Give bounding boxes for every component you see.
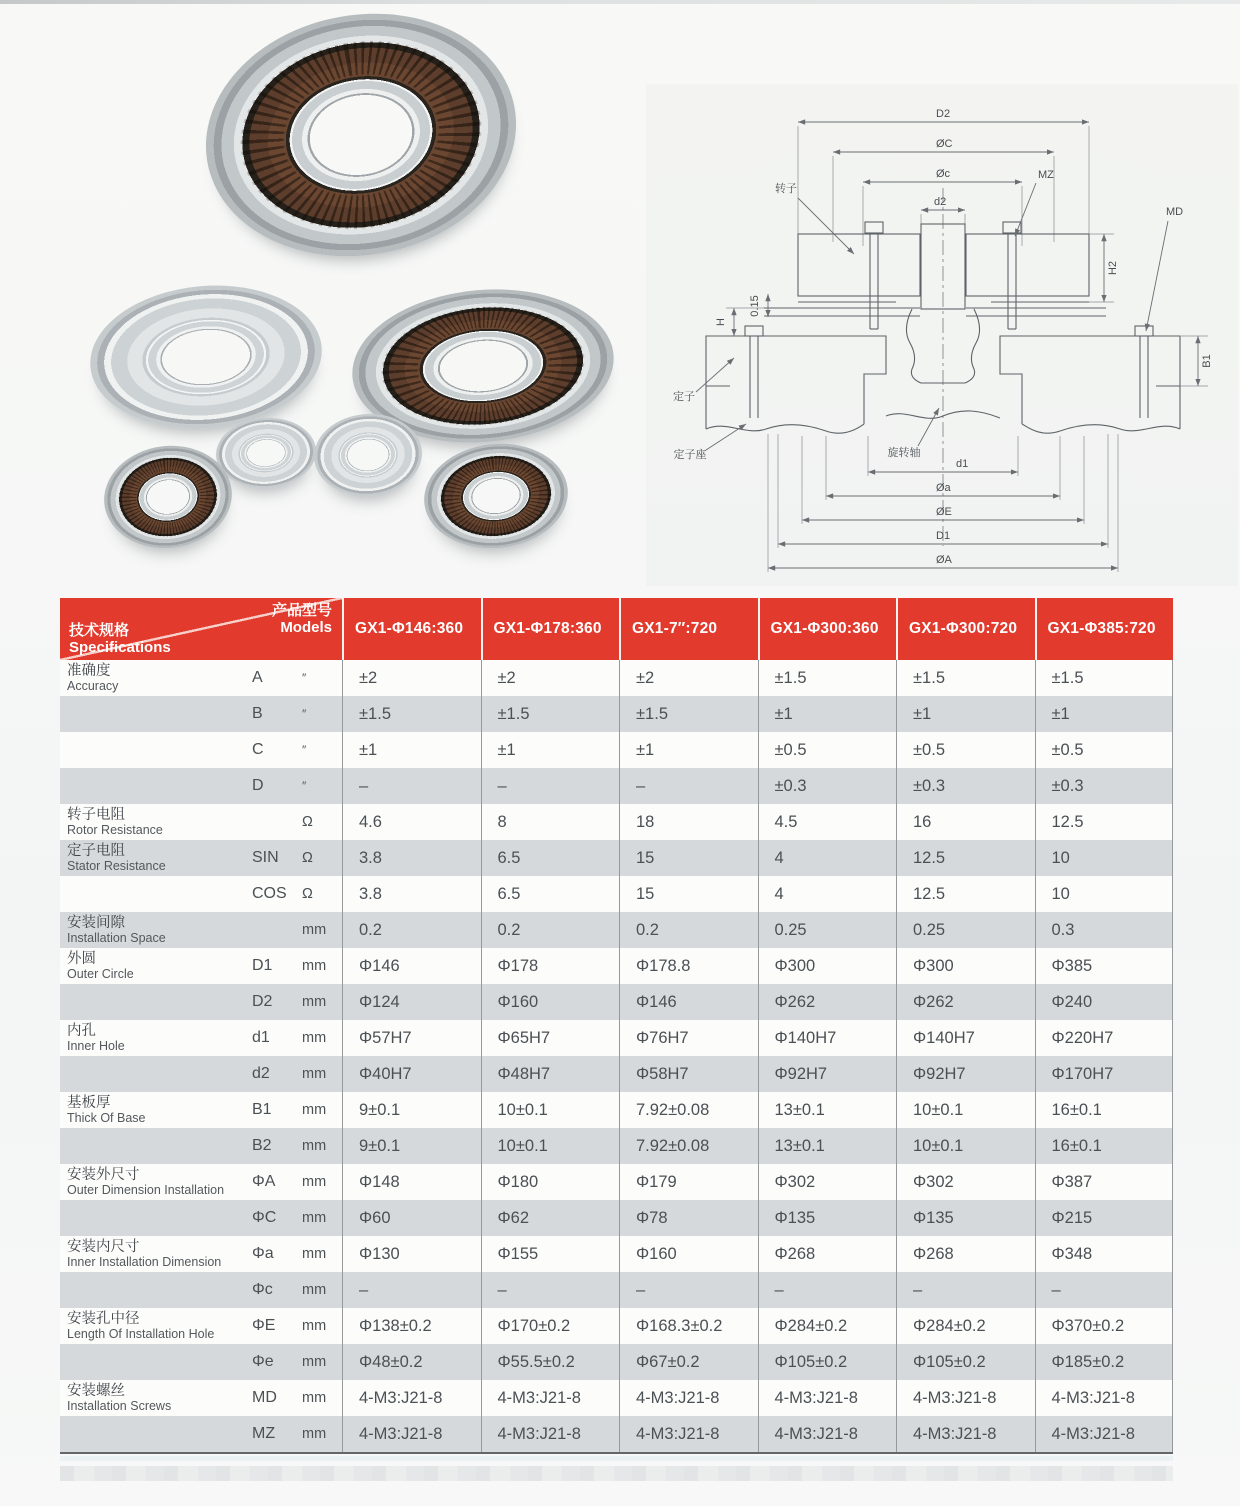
value-cell: 12.5	[1035, 804, 1174, 840]
value-cell: 7.92±0.08	[619, 1128, 758, 1164]
value-cell: 4-M3:J21-8	[342, 1380, 481, 1416]
value-cell: 0.2	[481, 912, 620, 948]
part-label-rotor: 转子	[775, 183, 797, 195]
value-cell: ±1	[619, 732, 758, 768]
value-cell: 10	[1035, 876, 1174, 912]
value-cell: Φ179	[619, 1164, 758, 1200]
value-cell: 0.2	[342, 912, 481, 948]
spec-table-body	[60, 660, 1173, 1454]
value-cell: Φ65H7	[481, 1020, 620, 1056]
row-label-cn: 基板厚	[67, 1094, 111, 1111]
table-row	[60, 1416, 1173, 1452]
value-cell: 4-M3:J21-8	[758, 1416, 897, 1452]
dim-label-D2: D2	[936, 108, 951, 120]
value-cell: 9±0.1	[342, 1092, 481, 1128]
table-row	[60, 912, 1173, 948]
dim-label-Oc: Øc	[936, 168, 951, 180]
value-cell: ±0.5	[896, 732, 1035, 768]
row-symbol: MZ	[252, 1425, 276, 1442]
row-unit: ″	[302, 779, 307, 793]
value-cell: 13±0.1	[758, 1128, 897, 1164]
row-symbol: Φe	[252, 1353, 274, 1370]
ring-winding-ticks	[187, 0, 536, 280]
row-label	[60, 912, 252, 948]
ring-winding-ticks	[419, 437, 573, 555]
row-label-en: Rotor Resistance	[67, 822, 163, 837]
row-label	[60, 768, 252, 804]
value-cell: ±0.5	[1035, 732, 1174, 768]
row-label	[60, 732, 252, 768]
row-label-cn: 准确度	[67, 662, 111, 679]
row-symbol: SIN	[252, 849, 279, 866]
value-cell: 3.8	[342, 840, 481, 876]
row-label	[60, 1416, 252, 1452]
row-unit: mm	[302, 994, 327, 1010]
table-row	[60, 1308, 1173, 1344]
value-cell: Φ48±0.2	[342, 1344, 481, 1380]
value-cell: 4-M3:J21-8	[481, 1380, 620, 1416]
value-cell: Φ262	[758, 984, 897, 1020]
dim-label-H: H	[715, 318, 727, 326]
value-cell: ±1	[758, 696, 897, 732]
row-label	[60, 1236, 252, 1272]
value-cell: Φ57H7	[342, 1020, 481, 1056]
spec-table-header	[60, 598, 1173, 660]
row-symbol: d2	[252, 1065, 270, 1082]
value-cell: 4-M3:J21-8	[896, 1380, 1035, 1416]
row-label	[60, 1092, 252, 1128]
value-cell: 0.25	[896, 912, 1035, 948]
value-cell: Φ185±0.2	[1035, 1344, 1174, 1380]
value-cell: Φ240	[1035, 984, 1174, 1020]
row-label	[60, 696, 252, 732]
row-label-cn: 安装外尺寸	[67, 1166, 140, 1183]
value-cell: 16	[896, 804, 1035, 840]
product-photo-stator-large	[84, 276, 327, 438]
value-cell: Φ268	[896, 1236, 1035, 1272]
row-label-en: Inner Hole	[67, 1038, 125, 1053]
value-cell: 10±0.1	[896, 1092, 1035, 1128]
mz-screw-left	[865, 222, 883, 329]
value-cell: 4.6	[342, 804, 481, 840]
row-unit: ″	[302, 743, 307, 757]
table-corner-cell	[60, 598, 342, 660]
value-cell: Φ105±0.2	[896, 1344, 1035, 1380]
value-cell: Φ170H7	[1035, 1056, 1174, 1092]
column-header-5: GX1-Φ385:720	[1035, 598, 1174, 660]
value-cell: –	[342, 768, 481, 804]
dim-label-d2: d2	[934, 196, 947, 208]
value-cell: ±1	[896, 696, 1035, 732]
table-row	[60, 840, 1173, 876]
value-cell: 18	[619, 804, 758, 840]
value-cell: ±1	[1035, 696, 1174, 732]
row-label	[60, 1020, 252, 1056]
value-cell: 12.5	[896, 876, 1035, 912]
column-header-4: GX1-Φ300:720	[896, 598, 1035, 660]
row-label	[60, 948, 252, 984]
value-cell: –	[1035, 1272, 1174, 1308]
value-cell: ±1.5	[758, 660, 897, 696]
value-cell: 4-M3:J21-8	[896, 1416, 1035, 1452]
row-label-en: Inner Installation Dimension	[67, 1254, 222, 1269]
value-cell: Φ124	[342, 984, 481, 1020]
value-cell: 12.5	[896, 840, 1035, 876]
value-cell: ±0.5	[758, 732, 897, 768]
value-cell: Φ58H7	[619, 1056, 758, 1092]
part-label-axis: 旋转轴	[887, 447, 921, 459]
value-cell: Φ215	[1035, 1200, 1174, 1236]
row-label	[60, 1164, 252, 1200]
row-symbol: B	[252, 705, 263, 722]
value-cell: ±1	[342, 732, 481, 768]
table-row	[60, 1056, 1173, 1092]
md-screw-right	[1135, 326, 1153, 418]
value-cell: –	[758, 1272, 897, 1308]
dim-label-Oa: Øa	[936, 482, 951, 494]
row-label-en: Outer Circle	[67, 966, 134, 981]
models-header-label: 产品型号 Models	[271, 602, 332, 636]
value-cell: 4-M3:J21-8	[619, 1416, 758, 1452]
value-cell: ±0.3	[1035, 768, 1174, 804]
ring-face	[84, 276, 327, 438]
value-cell: 10±0.1	[896, 1128, 1035, 1164]
dim-label-OA: ØA	[936, 554, 952, 566]
value-cell: Φ180	[481, 1164, 620, 1200]
value-cell: Φ155	[481, 1236, 620, 1272]
value-cell: ±1	[481, 732, 620, 768]
column-header-1: GX1-Φ178:360	[481, 598, 620, 660]
row-label	[60, 660, 252, 696]
value-cell: Φ62	[481, 1200, 620, 1236]
table-row	[60, 1344, 1173, 1380]
value-cell: 6.5	[481, 876, 620, 912]
part-label-stator-base: 定子座	[673, 449, 707, 461]
value-cell: Φ168.3±0.2	[619, 1308, 758, 1344]
value-cell: Φ140H7	[758, 1020, 897, 1056]
row-symbol: Φc	[252, 1281, 273, 1298]
product-photo-rotor-large	[187, 0, 536, 280]
row-unit: mm	[302, 1354, 327, 1370]
table-row	[60, 1020, 1173, 1056]
row-label	[60, 1200, 252, 1236]
dim-label-H2: H2	[1107, 260, 1119, 276]
row-unit: mm	[302, 1246, 327, 1262]
row-label-en: Installation Space	[67, 930, 166, 945]
table-row	[60, 1092, 1173, 1128]
row-label-cn: 安装间隙	[67, 914, 125, 931]
value-cell: –	[342, 1272, 481, 1308]
value-cell: 10±0.1	[481, 1092, 620, 1128]
row-label-en: Length Of Installation Hole	[67, 1326, 215, 1341]
row-symbol	[252, 804, 302, 840]
part-label-stator: 定子	[673, 391, 695, 403]
value-cell: Φ178.8	[619, 948, 758, 984]
row-label-cn: 安装螺丝	[67, 1382, 125, 1399]
table-row	[60, 804, 1173, 840]
table-bottom-highlight	[60, 1456, 1173, 1461]
value-cell: 9±0.1	[342, 1128, 481, 1164]
row-unit: Ω	[302, 814, 313, 830]
value-cell: 3.8	[342, 876, 481, 912]
table-row	[60, 948, 1173, 984]
installation-diagram	[646, 84, 1238, 586]
row-unit: mm	[302, 958, 327, 974]
value-cell: 10±0.1	[481, 1128, 620, 1164]
value-cell: ±2	[619, 660, 758, 696]
rotor-section-right	[966, 234, 1089, 296]
value-cell: 15	[619, 876, 758, 912]
value-cell: 4-M3:J21-8	[619, 1380, 758, 1416]
row-unit: mm	[302, 1066, 327, 1082]
value-cell: Φ146	[342, 948, 481, 984]
row-label-cn: 内孔	[67, 1022, 96, 1039]
value-cell: ±0.3	[758, 768, 897, 804]
value-cell: Φ67±0.2	[619, 1344, 758, 1380]
row-unit: Ω	[302, 850, 313, 866]
value-cell: Φ60	[342, 1200, 481, 1236]
row-symbol: D1	[252, 957, 273, 974]
table-row	[60, 1236, 1173, 1272]
value-cell: ±1.5	[896, 660, 1035, 696]
product-photo-rotor-small-right	[419, 437, 573, 555]
value-cell: Φ55.5±0.2	[481, 1344, 620, 1380]
value-cell: Φ92H7	[896, 1056, 1035, 1092]
row-symbol: B2	[252, 1137, 272, 1154]
value-cell: Φ160	[619, 1236, 758, 1272]
value-cell: 15	[619, 840, 758, 876]
value-cell: ±0.3	[896, 768, 1035, 804]
value-cell: Φ385	[1035, 948, 1174, 984]
table-row	[60, 1272, 1173, 1308]
value-cell: 4-M3:J21-8	[342, 1416, 481, 1452]
value-cell: Φ92H7	[758, 1056, 897, 1092]
spec-header-label: 技术规格 Specifications	[69, 622, 171, 656]
row-symbol: Φa	[252, 1245, 274, 1262]
value-cell: Φ105±0.2	[758, 1344, 897, 1380]
value-cell: –	[896, 1272, 1035, 1308]
row-unit: ″	[302, 671, 307, 685]
value-cell: Φ220H7	[1035, 1020, 1174, 1056]
row-label	[60, 1056, 252, 1092]
row-symbol: A	[252, 669, 263, 686]
row-symbol: D	[252, 777, 264, 794]
value-cell: Φ140H7	[896, 1020, 1035, 1056]
row-unit: mm	[302, 1138, 327, 1154]
row-label-cn: 安装孔中径	[67, 1310, 140, 1327]
value-cell: –	[481, 1272, 620, 1308]
dim-label-d1: d1	[956, 458, 969, 470]
row-unit: mm	[302, 1174, 327, 1190]
value-cell: ±1.5	[1035, 660, 1174, 696]
row-symbol: d1	[252, 1029, 270, 1046]
table-row	[60, 1128, 1173, 1164]
value-cell: 4	[758, 840, 897, 876]
part-label-MD: MD	[1166, 206, 1184, 218]
row-label	[60, 876, 252, 912]
value-cell: ±1.5	[342, 696, 481, 732]
value-cell: –	[619, 768, 758, 804]
value-cell: Φ135	[758, 1200, 897, 1236]
mz-screw-right	[1003, 222, 1021, 329]
value-cell: Φ130	[342, 1236, 481, 1272]
product-photo-area	[0, 0, 630, 560]
row-label-en: Outer Dimension Installation	[67, 1182, 225, 1197]
row-symbol: B1	[252, 1101, 272, 1118]
row-symbol: COS	[252, 885, 287, 902]
value-cell: 16±0.1	[1035, 1128, 1174, 1164]
row-label-cn: 定子电阻	[67, 842, 125, 859]
row-unit: mm	[302, 1282, 327, 1298]
value-cell: Φ40H7	[342, 1056, 481, 1092]
row-label	[60, 1344, 252, 1380]
table-row	[60, 732, 1173, 768]
row-symbol: ΦE	[252, 1317, 276, 1334]
row-symbol: MD	[252, 1389, 277, 1406]
md-screw-left	[745, 326, 763, 418]
part-label-MZ: MZ	[1038, 169, 1054, 181]
value-cell: Φ76H7	[619, 1020, 758, 1056]
table-row	[60, 1200, 1173, 1236]
value-cell: ±2	[481, 660, 620, 696]
value-cell: Φ284±0.2	[758, 1308, 897, 1344]
dim-label-gap: 0.15	[749, 295, 761, 317]
value-cell: Φ302	[896, 1164, 1035, 1200]
row-label	[60, 804, 252, 840]
value-cell: ±1.5	[619, 696, 758, 732]
row-label-en: Installation Screws	[67, 1398, 172, 1413]
value-cell: Φ138±0.2	[342, 1308, 481, 1344]
row-label	[60, 984, 252, 1020]
value-cell: 4-M3:J21-8	[758, 1380, 897, 1416]
row-unit: mm	[302, 1102, 327, 1118]
table-row	[60, 984, 1173, 1020]
value-cell: Φ160	[481, 984, 620, 1020]
dim-label-OE: ØE	[936, 506, 952, 518]
value-cell: 6.5	[481, 840, 620, 876]
dim-label-B1: B1	[1201, 354, 1213, 368]
value-cell: Φ268	[758, 1236, 897, 1272]
dim-label-D1: D1	[936, 530, 951, 542]
row-label	[60, 840, 252, 876]
row-label-cn: 转子电阻	[67, 806, 125, 823]
row-unit: mm	[302, 1318, 327, 1334]
table-row	[60, 768, 1173, 804]
value-cell: 4-M3:J21-8	[1035, 1380, 1174, 1416]
value-cell: 16±0.1	[1035, 1092, 1174, 1128]
column-header-3: GX1-Φ300:360	[758, 598, 897, 660]
value-cell: ±2	[342, 660, 481, 696]
value-cell: 4-M3:J21-8	[1035, 1416, 1174, 1452]
table-row	[60, 660, 1173, 696]
value-cell: Φ170±0.2	[481, 1308, 620, 1344]
row-label	[60, 1380, 252, 1416]
value-cell: 0.25	[758, 912, 897, 948]
row-unit: mm	[302, 922, 327, 938]
value-cell: Φ387	[1035, 1164, 1174, 1200]
row-symbol: D2	[252, 993, 273, 1010]
row-symbol	[252, 912, 302, 948]
value-cell: ±1.5	[481, 696, 620, 732]
rotor-section-left	[798, 234, 920, 296]
value-cell: Φ48H7	[481, 1056, 620, 1092]
value-cell: Φ146	[619, 984, 758, 1020]
table-row	[60, 696, 1173, 732]
row-label-en: Thick Of Base	[67, 1110, 146, 1125]
value-cell: Φ302	[758, 1164, 897, 1200]
row-symbol: ΦC	[252, 1209, 277, 1226]
table-row	[60, 876, 1173, 912]
row-label-en: Stator Resistance	[67, 858, 166, 873]
value-cell: 4.5	[758, 804, 897, 840]
dim-label-OC: ØC	[936, 138, 953, 150]
scan-artifact-strip	[60, 1466, 1173, 1481]
row-symbol: C	[252, 741, 264, 758]
value-cell: Φ348	[1035, 1236, 1174, 1272]
row-unit: mm	[302, 1030, 327, 1046]
row-label	[60, 1272, 252, 1308]
row-unit: mm	[302, 1426, 327, 1442]
row-symbol: ΦA	[252, 1173, 276, 1190]
value-cell: 4-M3:J21-8	[481, 1416, 620, 1452]
row-label-cn: 安装内尺寸	[67, 1238, 140, 1255]
value-cell: 7.92±0.08	[619, 1092, 758, 1128]
row-unit: mm	[302, 1390, 327, 1406]
row-label	[60, 1128, 252, 1164]
value-cell: Φ135	[896, 1200, 1035, 1236]
value-cell: Φ78	[619, 1200, 758, 1236]
row-label-en: Accuracy	[67, 678, 119, 693]
value-cell: Φ284±0.2	[896, 1308, 1035, 1344]
value-cell: 8	[481, 804, 620, 840]
value-cell: Φ300	[758, 948, 897, 984]
row-label-cn: 外圆	[67, 950, 96, 967]
spec-table	[60, 598, 1173, 1454]
value-cell: Φ370±0.2	[1035, 1308, 1174, 1344]
value-cell: 0.2	[619, 912, 758, 948]
value-cell: –	[619, 1272, 758, 1308]
value-cell: Φ300	[896, 948, 1035, 984]
value-cell: 0.3	[1035, 912, 1174, 948]
value-cell: –	[481, 768, 620, 804]
value-cell: Φ262	[896, 984, 1035, 1020]
row-label	[60, 1308, 252, 1344]
value-cell: 4	[758, 876, 897, 912]
value-cell: 13±0.1	[758, 1092, 897, 1128]
row-unit: mm	[302, 1210, 327, 1226]
table-row	[60, 1380, 1173, 1416]
value-cell: Φ178	[481, 948, 620, 984]
column-header-0: GX1-Φ146:360	[342, 598, 481, 660]
column-header-2: GX1-7″:720	[619, 598, 758, 660]
value-cell: 10	[1035, 840, 1174, 876]
row-unit: ″	[302, 707, 307, 721]
row-unit: Ω	[302, 886, 313, 902]
value-cell: Φ148	[342, 1164, 481, 1200]
table-row	[60, 1164, 1173, 1200]
